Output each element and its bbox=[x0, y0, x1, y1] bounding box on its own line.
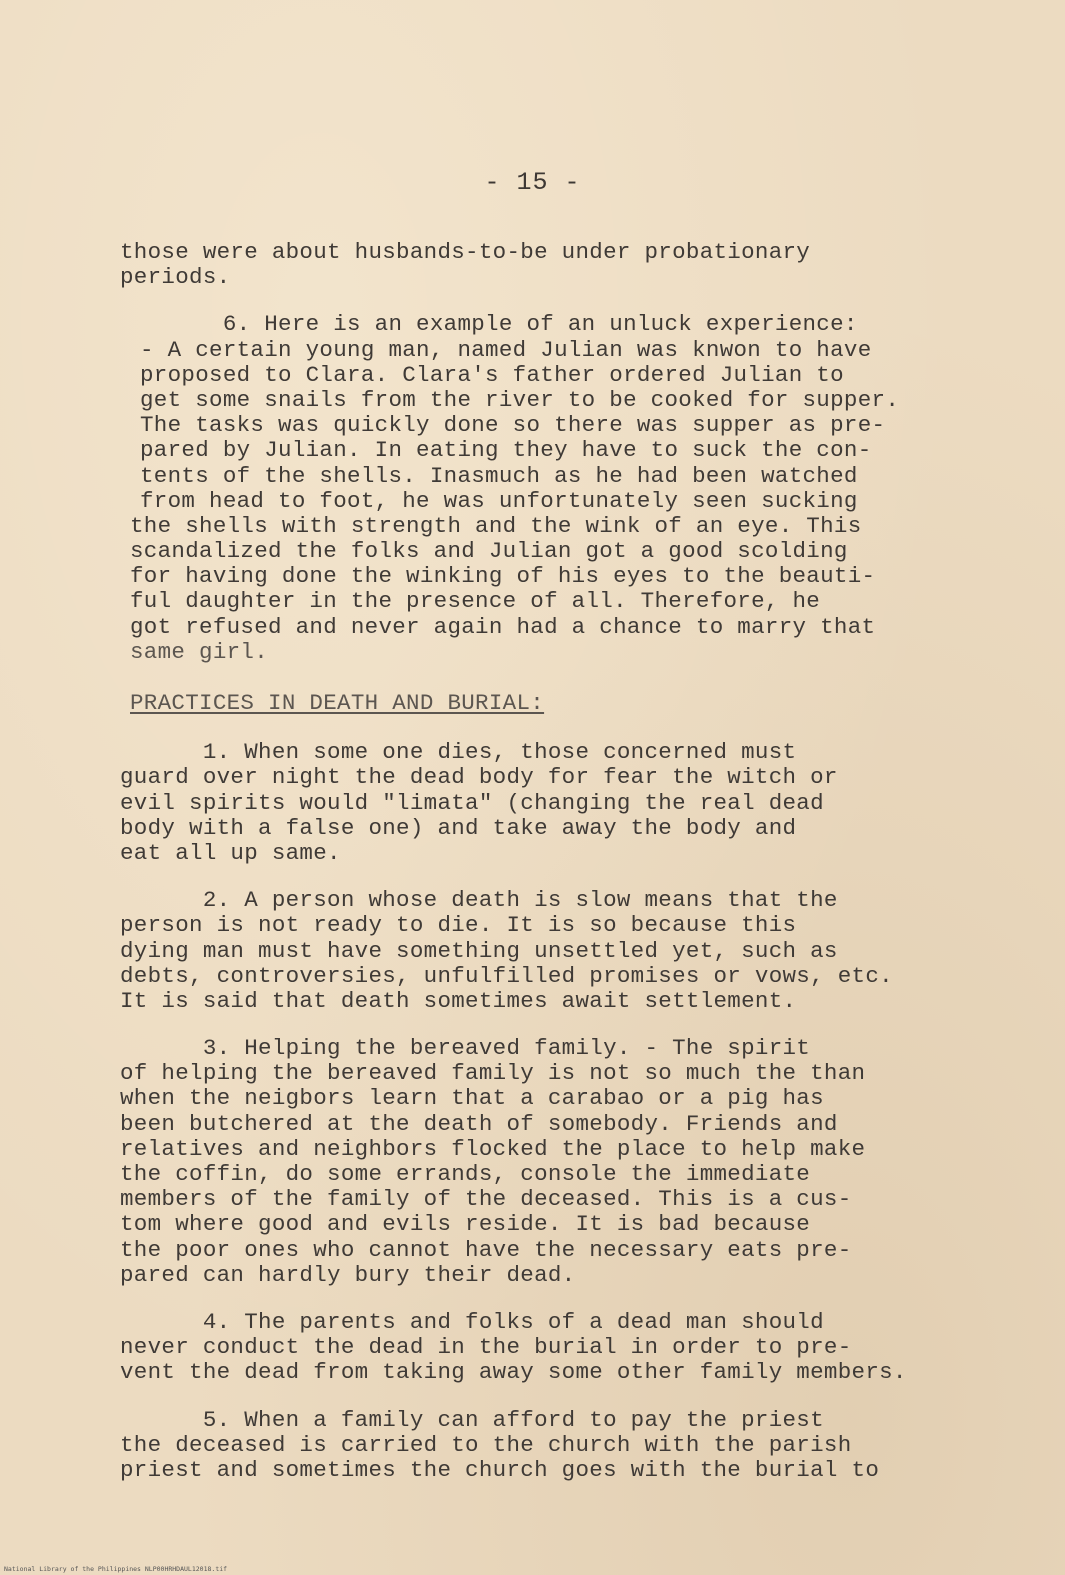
text-line: the coffin, do some errands, console the immediate bbox=[120, 1161, 811, 1188]
text-line: 6. Here is an example of an unluck experience: bbox=[140, 311, 858, 338]
text-line: the poor ones who cannot have the necessary eats pre- bbox=[120, 1236, 852, 1263]
text-line: from head to foot, he was unfortunately seen sucking bbox=[140, 487, 858, 514]
text-line: body with a false one) and take away the body and bbox=[120, 814, 797, 841]
text-line: the deceased is carried to the church with the parish bbox=[120, 1431, 852, 1458]
text-line: vent the dead from taking away some other family members. bbox=[120, 1359, 907, 1386]
text-line: proposed to Clara. Clara's father ordered Julian to bbox=[140, 361, 844, 388]
text-line: same girl. bbox=[130, 638, 269, 665]
text-line: pared can hardly bury their dead. bbox=[120, 1261, 576, 1288]
text-line: 1. When some one dies, those concerned must bbox=[120, 739, 797, 766]
text-line: the shells with strength and the wink of an eye. This bbox=[130, 512, 862, 539]
archive-footer: National Library of the Philippines NLP00HRHDAUL12018.tif bbox=[4, 1565, 228, 1573]
text-line: get some snails from the river to be cooked for supper. bbox=[140, 386, 900, 413]
text-line: 2. A person whose death is slow means that the bbox=[120, 887, 838, 914]
text-line: evil spirits would "limata" (changing the real dead bbox=[120, 789, 824, 816]
text-line: debts, controversies, unfulfilled promises or vows, etc. bbox=[120, 962, 893, 989]
text-line: tents of the shells. Inasmuch as he had been watched bbox=[140, 462, 858, 489]
section-heading: PRACTICES IN DEATH AND BURIAL: bbox=[130, 690, 545, 716]
text-line: priest and sometimes the church goes with the burial to bbox=[120, 1456, 880, 1483]
text-line: It is said that death sometimes await settlement. bbox=[120, 987, 797, 1014]
item-3 bbox=[120, 1036, 990, 1288]
text-line: when the neigbors learn that a carabao or a pig has bbox=[120, 1085, 824, 1112]
text-line: relatives and neighbors flocked the place to help make bbox=[120, 1135, 866, 1162]
text-line: - A certain young man, named Julian was knwon to have bbox=[140, 336, 872, 363]
item-2 bbox=[120, 888, 990, 1014]
document-body bbox=[120, 240, 990, 1483]
text-line: 4. The parents and folks of a dead man should bbox=[120, 1308, 824, 1335]
text-line: person is not ready to die. It is so because this bbox=[120, 912, 797, 939]
text-line: 3. Helping the bereaved family. - The spirit bbox=[120, 1035, 811, 1062]
text-line: pared by Julian. In eating they have to suck the con- bbox=[140, 437, 872, 464]
continuation-paragraph bbox=[120, 240, 990, 290]
text-line: 5. When a family can afford to pay the priest bbox=[120, 1406, 824, 1433]
text-line: for having done the winking of his eyes to the beauti- bbox=[130, 563, 876, 590]
text-line: ful daughter in the presence of all. Therefore, he bbox=[130, 588, 821, 615]
text-line: members of the family of the deceased. This is a cus- bbox=[120, 1186, 852, 1213]
text-line: of helping the bereaved family is not so much the than bbox=[120, 1060, 866, 1087]
text-line: eat all up same. bbox=[120, 839, 341, 866]
text-line: been butchered at the death of somebody. Friends and bbox=[120, 1110, 838, 1137]
text-line: got refused and never again had a chance to marry that bbox=[130, 613, 876, 640]
text-line: those were about husbands-to-be under probationary bbox=[120, 239, 811, 265]
item-4 bbox=[120, 1310, 990, 1386]
text-line: The tasks was quickly done so there was supper as pre- bbox=[140, 412, 886, 439]
text-line: guard over night the dead body for fear the witch or bbox=[120, 764, 838, 791]
page-number: - 15 - bbox=[484, 168, 581, 197]
text-line: periods. bbox=[120, 264, 231, 291]
item-1 bbox=[120, 740, 990, 866]
text-line: tom where good and evils reside. It is bad because bbox=[120, 1211, 811, 1238]
item-5 bbox=[120, 1408, 990, 1484]
text-line: dying man must have something unsettled yet, such as bbox=[120, 937, 838, 964]
text-line: scandalized the folks and Julian got a good scolding bbox=[130, 538, 848, 565]
paragraph-6 bbox=[120, 312, 990, 665]
text-line: never conduct the dead in the burial in order to pre- bbox=[120, 1334, 852, 1361]
